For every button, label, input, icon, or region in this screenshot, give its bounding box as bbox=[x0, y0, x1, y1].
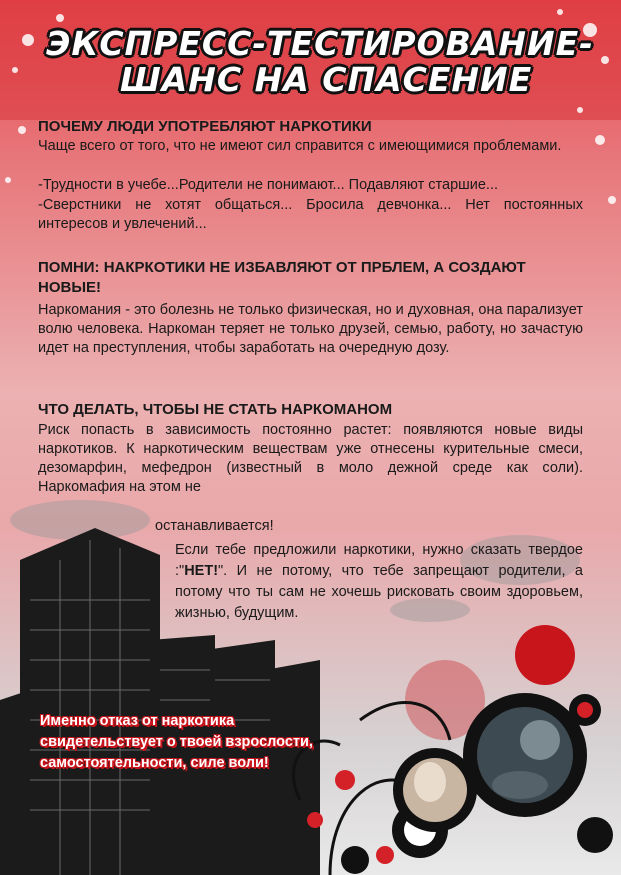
highlight-note bbox=[40, 711, 313, 774]
section1-text-3: -Сверстники не хотят общаться... Бросила девчонка... Нет постоянных интересов и увлечений... bbox=[38, 197, 583, 232]
section2-text: Наркомания - это болезнь не только физическая, но и духовная, она парализует волю человека. Наркоман теряет не только друзей, семью, работу, но зачастую идет на преступления, чтобы заработать на очередную дозу. bbox=[38, 302, 583, 356]
highlight-note-line-2: свидетельствует о твоей взрослости, bbox=[40, 734, 313, 750]
section1-text-2: -Трудности в учебе...Родители не понимают... Подавляют старшие... bbox=[38, 177, 499, 193]
section3-text-2-a: Если тебе предложили наркотики, нужно сказать твердое :" bbox=[175, 542, 583, 579]
photo-circle-left bbox=[393, 748, 477, 832]
section1-heading: ПОЧЕМУ ЛЮДИ УПОТРЕБЛЯЮТ НАРКОТИКИ bbox=[38, 118, 372, 135]
no-word: НЕТ! bbox=[184, 563, 219, 579]
highlight-note-line-3: самостоятельности, силе воли! bbox=[40, 755, 269, 771]
photo-circle-right bbox=[463, 693, 587, 817]
section3-heading: ЧТО ДЕЛАТЬ, ЧТОБЫ НЕ СТАТЬ НАРКОМАНОМ bbox=[38, 401, 393, 418]
section3-text-1-end: останавливается! bbox=[155, 518, 274, 534]
title-line-1: ЭКСПРЕСС-ТЕСТИРОВАНИЕ- bbox=[46, 24, 594, 63]
section1-text-1: Чаще всего от того, что не имеют сил справится с имеющимися проблемами. bbox=[38, 138, 562, 154]
section2-heading: ПОМНИ: НАКРКОТИКИ НЕ ИЗБАВЛЯЮТ ОТ ПРБЛЕМ, А СОЗДАЮТ НОВЫЕ! bbox=[38, 259, 526, 296]
section3-text-2-b: ". И не потому, что тебе запрещают родители, а потому что ты сам не хочешь рисковать своим здоровьем, жизнью, будущим. bbox=[175, 563, 583, 621]
title-line-2: ШАНС НА СПАСЕНИЕ bbox=[120, 60, 533, 99]
highlight-note-line-1: Именно отказ от наркотика bbox=[40, 713, 235, 729]
section3-text-1: Риск попасть в зависимость постоянно растет: появляются новые виды наркотиков. К наркотическим веществам уже отнесены курительные смеси, дезомарфин, мефедрон (известный в моло дежной среде как соли). Наркомафия на этом не bbox=[38, 422, 583, 495]
section3-text-2 bbox=[175, 540, 583, 624]
